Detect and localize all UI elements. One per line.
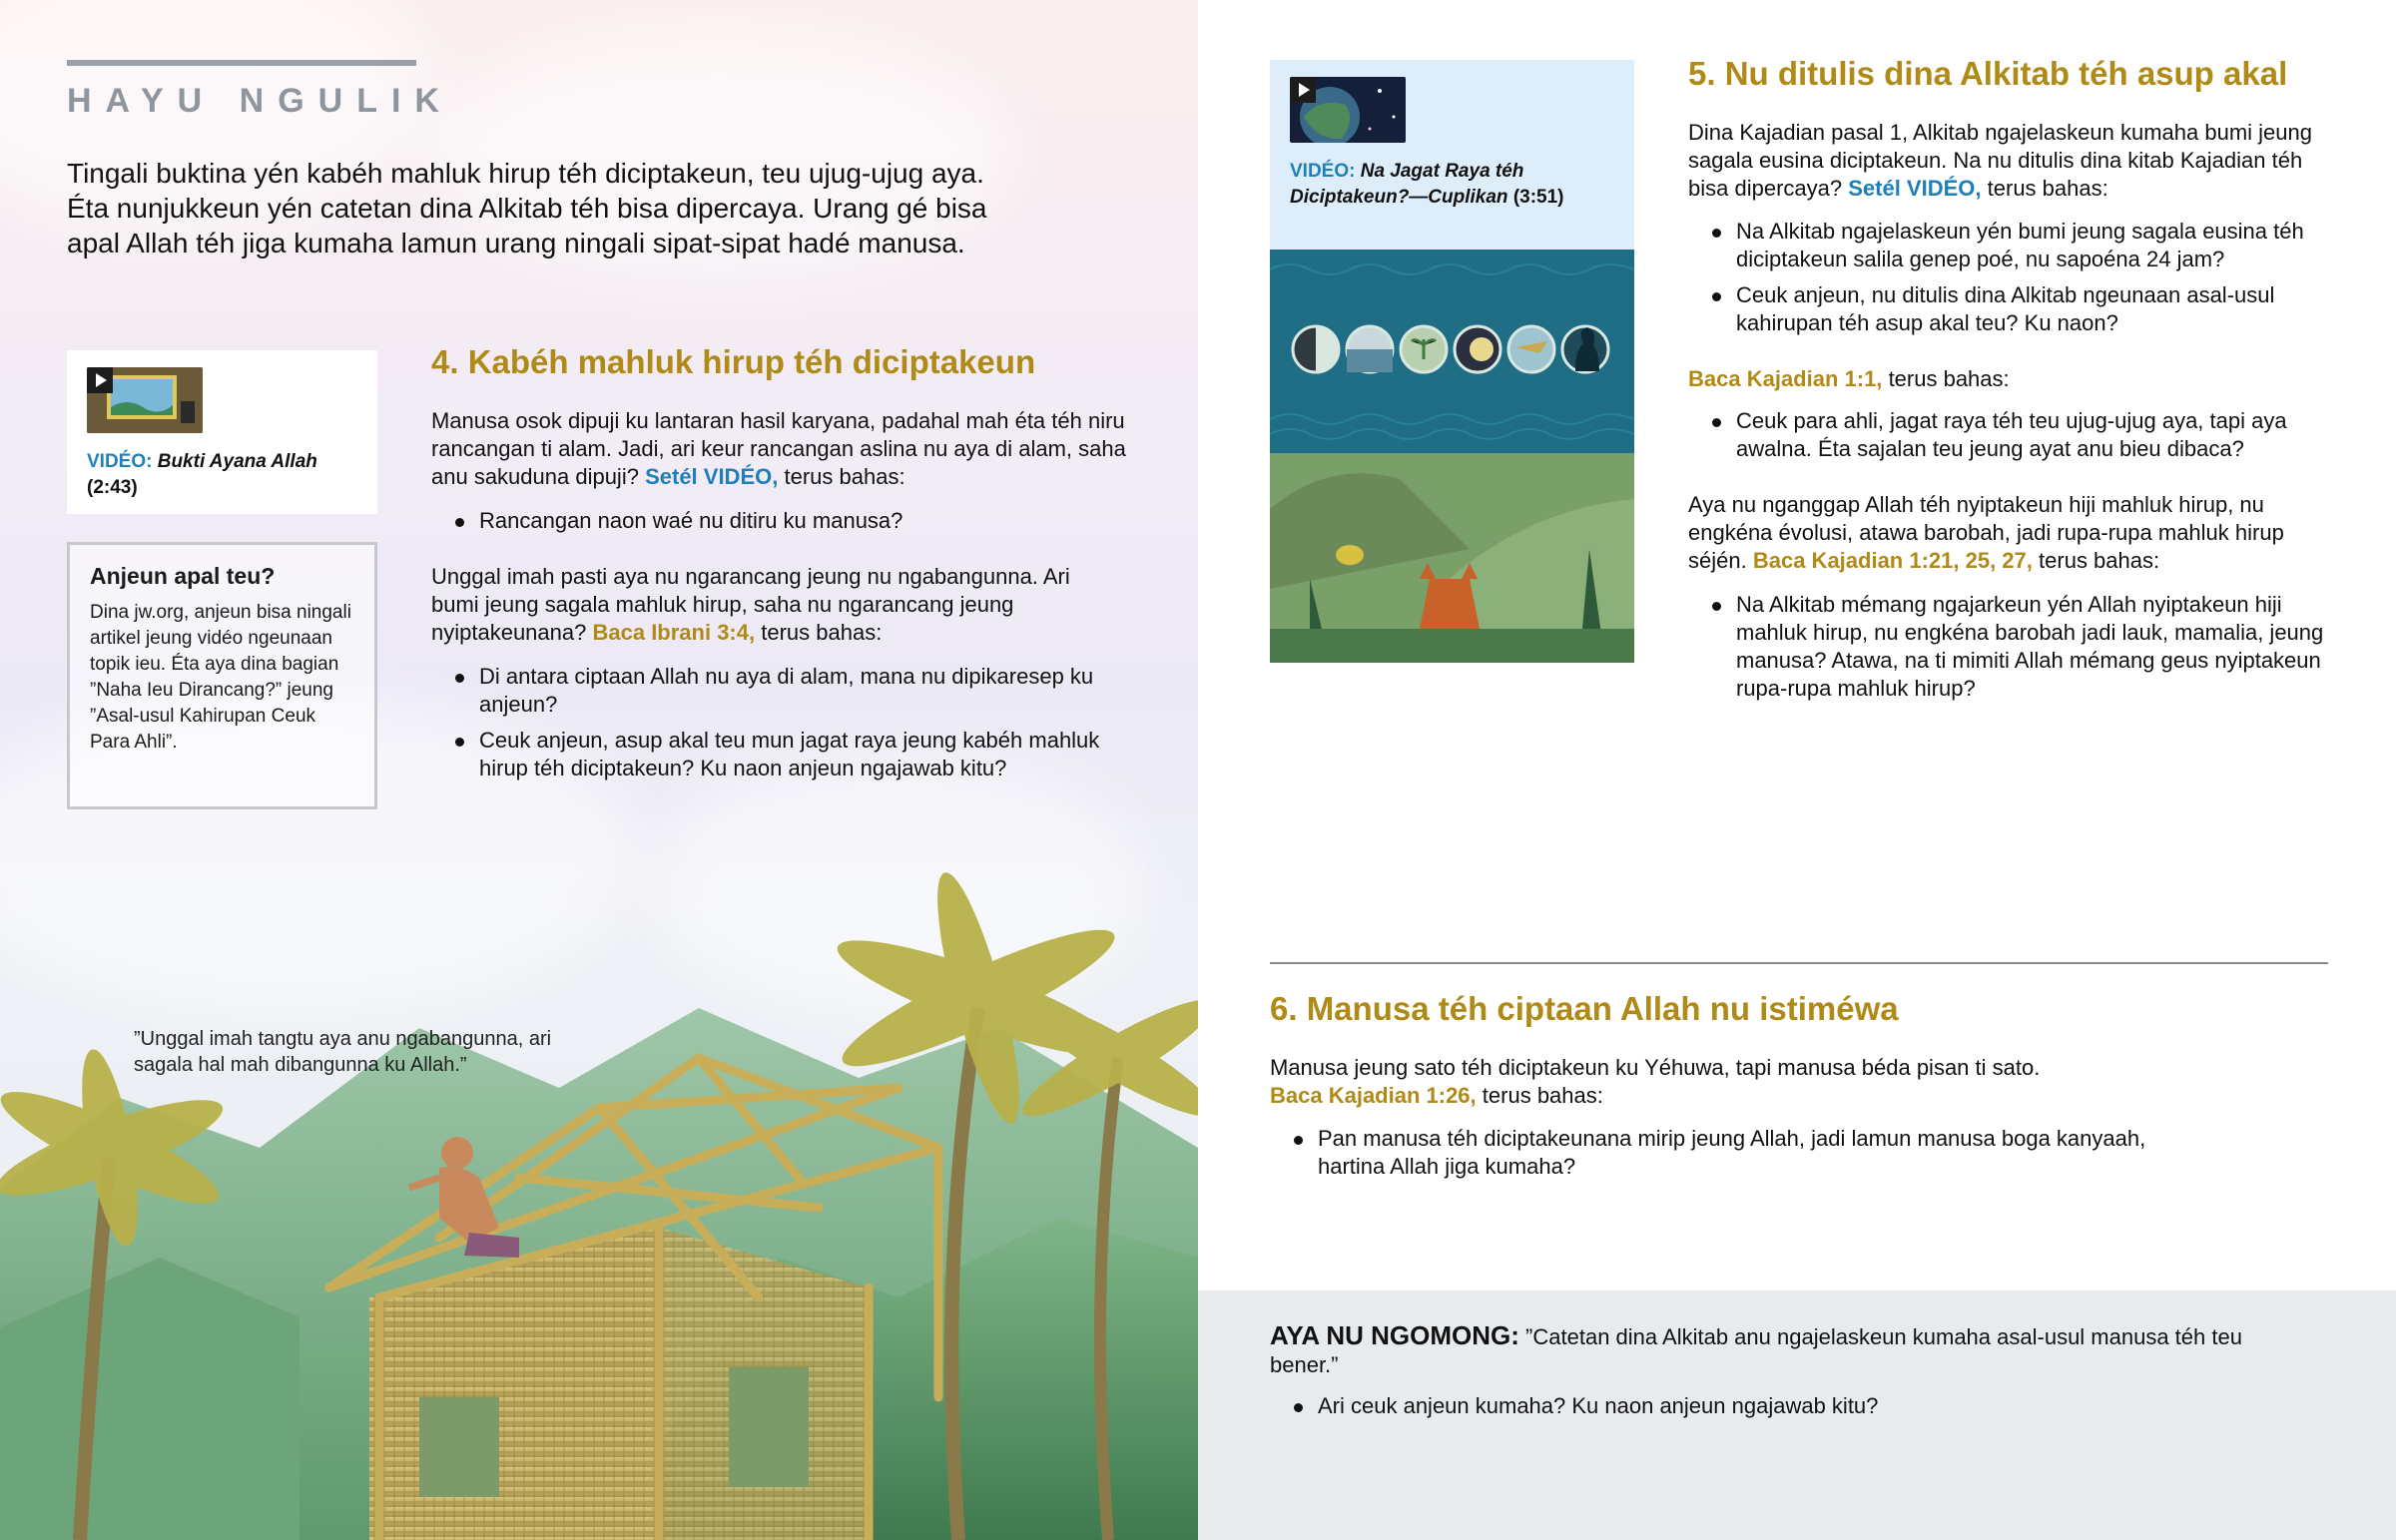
some-say-bullet: Ari ceuk anjeun kumaha? Ku naon anjeun ngajawab kitu? [1270,1392,2168,1420]
creation-days-illustration [1270,250,1634,663]
section-5-paragraph-2 [1688,365,2327,393]
video-title[interactable]: Bukti Ayana Allah [157,451,317,472]
sidebar-heading: Anjeun apal teu? [90,563,276,589]
section-label: HAYU NGULIK [67,82,453,120]
section-5-paragraph-1 [1688,119,2327,203]
section-4-heading: 4. Kabéh mahluk hirup téh diciptakeun [431,343,1036,380]
s4-bullet-3: Ceuk anjeun, asup akal teu mun jagat raya jeung kabéh mahluk hirup téh diciptakeun? Ku naon anjeun ngajawab kitu? [431,727,1150,782]
section-6-heading: 6. Manusa téh ciptaan Allah nu istiméwa [1270,990,1899,1027]
s4-bullet-1: Rancangan naon waé nu ditiru ku manusa? [431,507,1130,535]
s5-p3-text: Aya nu nganggap Allah téh nyiptakeun hiji mahluk hirup, nu engkéna évolusi, atawa barobah, jadi rupa-rupa mahluk hirup séjén. [1688,492,2284,573]
video-card-bukti[interactable] [67,350,377,514]
s4-p1-text: Manusa osok dipuji ku lantaran hasil karyana, padahal mah éta téh niru rancangan ti alam. Jadi, ari keur rancangan aslina nu aya di alam, saha anu sakuduna dipuji? [431,408,1126,489]
s5-bullet-3: Ceuk para ahli, jagat raya téh teu ujug-ujug aya, tapi aya awalna. Éta sajalan teu jeung ayat anu bieu dibaca? [1688,407,2327,463]
section-4-paragraph-2 [431,563,1090,647]
play-video-link[interactable]: Setél VIDÉO, [1848,176,1982,201]
play-icon[interactable] [87,367,113,393]
play-video-link[interactable]: Setél VIDÉO, [645,464,779,489]
s4-p2-tail: terus bahas: [761,620,883,645]
s5-p2-tail: terus bahas: [1888,366,2010,391]
illustration-caption: ”Unggal imah tangtu aya anu ngabangunna, ari sagala hal mah dibangunna ku Allah.” [134,1028,552,1076]
s6-bullet-1: Pan manusa téh diciptakeunana mirip jeung Allah, jadi lamun manusa boga kanyaah, hartina Allah jiga kumaha? [1270,1125,2208,1181]
s4-p1-tail: terus bahas: [784,464,905,489]
video-prefix: VIDÉO: [87,451,153,472]
s5-bullet-2: Ceuk anjeun, nu ditulis dina Alkitab ngeunaan asal-usul kahirupan téh asup akal teu? Ku naon? [1688,281,2327,337]
s6-p1-text: Manusa jeung sato téh diciptakeun ku Yéhuwa, tapi manusa béda pisan ti sato. [1270,1055,2041,1080]
video-duration: (2:43) [87,477,138,498]
video-card-jagat-raya[interactable] [1270,60,1634,663]
some-say-label: AYA NU NGOMONG: [1270,1320,1519,1350]
section-6-paragraph-1 [1270,1054,2148,1110]
video-caption [1290,159,1619,211]
scripture-ref-kajadian-1-1[interactable]: Baca Kajadian 1:1, [1688,366,1883,391]
video-caption [87,449,366,501]
s5-bullet-4: Na Alkitab mémang ngajarkeun yén Allah nyiptakeun hiji mahluk hirup, nu engkéna barobah jadi lauk, mamalia, jeung manusa? Atawa, na ti mimiti Allah mémang geus nyiptakeun rupa-rupa mahluk hirup? [1688,591,2327,703]
s5-p1-text: Dina Kajadian pasal 1, Alkitab ngajelaskeun kumaha bumi jeung sagala eusina diciptakeun. Na nu ditulis dina kitab Kajadian téh bisa dipercaya? [1688,120,2312,201]
s6-p1-tail: terus bahas: [1482,1083,1603,1108]
some-say-statement [1270,1321,2268,1379]
s4-p2-text: Unggal imah pasti aya nu ngarancang jeung nu ngabangunna. Ari bumi jeung sagala mahluk hirup, saha nu ngarancang jeung nyiptakeunana? [431,564,1070,645]
s4-bullet-2: Di antara ciptaan Allah nu aya di alam, mana nu dipikaresep ku anjeun? [431,663,1130,719]
s5-bullet-1: Na Alkitab ngajelaskeun yén bumi jeung sagala eusina téh diciptakeun salila genep poé, nu sapoéna 24 jam? [1688,218,2327,273]
video-duration: (3:51) [1512,187,1564,208]
video-prefix: VIDÉO: [1290,161,1356,182]
scripture-ref-kajadian-1-21[interactable]: Baca Kajadian 1:21, 25, 27, [1752,548,2033,573]
section-4-paragraph-1 [431,407,1130,491]
play-icon[interactable] [1290,77,1316,103]
s5-p3-tail: terus bahas: [2039,548,2160,573]
video-title[interactable]: Na Jagat Raya téh Diciptakeun?—Cuplikan [1290,161,1524,208]
section-5-paragraph-3 [1688,491,2327,575]
scripture-ref-ibrani[interactable]: Baca Ibrani 3:4, [592,620,756,645]
intro-paragraph: Tingali buktina yén kabéh mahluk hirup téh diciptakeun, teu ujug-ujug aya. Éta nunjukkeun yén catetan dina Alkitab téh bisa dipercaya. Urang gé bisa apal Allah téh jiga kumaha lamun urang ningali sipat-sipat hadé manusa. [67,158,987,258]
scripture-ref-kajadian-1-26[interactable]: Baca Kajadian 1:26, [1270,1083,1477,1108]
video-thumbnail[interactable] [87,367,203,433]
section-divider [1270,962,2328,964]
did-you-know-box [67,542,377,809]
s5-p1-tail: terus bahas: [1987,176,2108,201]
video-thumbnail-space[interactable] [1290,77,1406,143]
some-say-quote: ”Catetan dina Alkitab anu ngajelaskeun kumaha asal-usul manusa téh teu bener.” [1270,1324,2242,1377]
section-rule [67,60,416,66]
section-5-heading: 5. Nu ditulis dina Alkitab téh asup akal [1688,55,2288,92]
sidebar-body: Dina jw.org, anjeun bisa ningali artikel jeung vidéo ngeunaan topik ieu. Éta aya dina bagian ”Naha Ieu Dirancang?” jeung ”Asal-usul Kahirupan Ceuk Para Ahli”. [90,602,351,753]
